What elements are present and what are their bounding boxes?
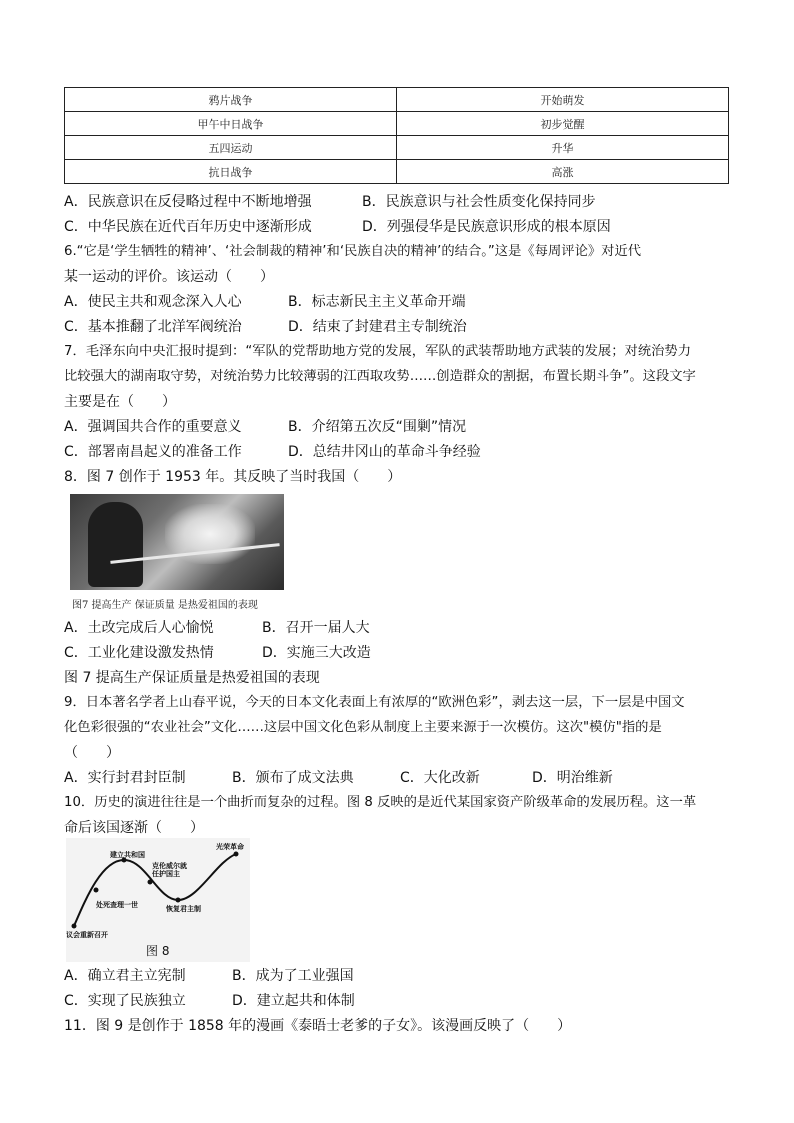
q11-stem: 11．图 9 是创作于 1858 年的漫画《泰晤士老爹的子女》。该漫画反映了（ ） — [64, 1018, 572, 1034]
q10-option-c: C．实现了民族独立 — [64, 993, 186, 1009]
figure-7-photo — [70, 494, 284, 590]
table-cell-status: 高涨 — [397, 160, 729, 184]
q10-stem-line2: 命后该国逐渐（ ） — [64, 820, 204, 836]
q9-option-c: C．大化改新 — [400, 770, 480, 786]
table-row — [65, 136, 729, 160]
q6-stem-line2: 某一运动的评价。该运动（ ） — [64, 269, 274, 285]
fig8-label-restoration: 恢复君主制 — [166, 905, 201, 913]
fig8-label-glorious: 光荣革命 — [216, 843, 244, 851]
q10-option-d: D．建立起共和体制 — [232, 993, 355, 1009]
q5-option-c: C．中华民族在近代百年历史中逐渐形成 — [64, 219, 312, 235]
q9-option-d: D．明治维新 — [532, 770, 613, 786]
q9-stem-line2: 化色彩很强的“农业社会”文化……这层中国文化色彩从制度上主要来源于一次模仿。这次"模仿"指的是 — [64, 720, 662, 735]
table-cell-event: 鸦片战争 — [65, 88, 397, 112]
q7-stem-line1: 7．毛泽东向中央汇报时提到：“军队的党帮助地方党的发展，军队的武装帮助地方武装的发展；对统治势力 — [64, 344, 692, 359]
q7-option-c: C．部署南昌起义的准备工作 — [64, 444, 242, 460]
figure-7-caption: 图7 提高生产 保证质量 是热爱祖国的表现 — [72, 600, 258, 611]
q6-option-c: C．基本推翻了北洋军阀统治 — [64, 319, 242, 335]
q7-option-a: A．强调国共合作的重要意义 — [64, 419, 242, 435]
q7-option-d: D．总结井冈山的革命斗争经验 — [288, 444, 481, 460]
figure-8-diagram — [66, 838, 250, 962]
q9-option-a: A．实行封君封臣制 — [64, 770, 186, 786]
q10-option-a: A．确立君主立宪制 — [64, 968, 186, 984]
q10-stem-line1: 10．历史的演进往往是一个曲折而复杂的过程。图 8 反映的是近代某国家资产阶级革命的发展历程。这一革 — [64, 795, 697, 810]
q8-figure-note: 图 7 提高生产保证质量是热爱祖国的表现 — [64, 670, 320, 686]
q5-option-d: D．列强侵华是民族意识形成的根本原因 — [362, 219, 611, 235]
worker-silhouette — [88, 502, 143, 587]
q6-option-b: B．标志新民主主义革命开端 — [288, 294, 466, 310]
table-cell-event: 甲午中日战争 — [65, 112, 397, 136]
q9-stem-line3: （ ） — [64, 745, 120, 761]
history-table — [64, 87, 729, 184]
table-cell-status: 开始萌发 — [397, 88, 729, 112]
q8-option-d: D．实施三大改造 — [262, 645, 371, 661]
q8-option-c: C．工业化建设激发热情 — [64, 645, 214, 661]
table-row — [65, 112, 729, 136]
figure-8-caption: 图 8 — [146, 944, 170, 958]
table-row — [65, 160, 729, 184]
table-row — [65, 88, 729, 112]
fig8-label-execution: 处死查理一世 — [96, 901, 138, 909]
table-cell-event: 抗日战争 — [65, 160, 397, 184]
q6-option-d: D．结束了封建君主专制统治 — [288, 319, 467, 335]
q6-option-a: A．使民主共和观念深入人心 — [64, 294, 242, 310]
q5-option-a: A．民族意识在反侵略过程中不断地增强 — [64, 194, 312, 210]
q8-option-a: A．土改完成后人心愉悦 — [64, 620, 214, 636]
table-cell-event: 五四运动 — [65, 136, 397, 160]
q9-option-b: B．颁布了成文法典 — [232, 770, 354, 786]
q10-option-b: B．成为了工业强国 — [232, 968, 354, 984]
q7-option-b: B．介绍第五次反“围剿”情况 — [288, 419, 467, 435]
table-cell-status: 初步觉醒 — [397, 112, 729, 136]
fig8-label-cromwell: 克伦威尔就任护国主 — [152, 862, 187, 878]
q8-stem: 8．图 7 创作于 1953 年。其反映了当时我国（ ） — [64, 469, 402, 485]
q8-option-b: B．召开一届人大 — [262, 620, 370, 636]
q6-stem-line1: 6.“它是‘学生牺牲的精神’、‘社会制裁的精神’和‘民族自决的精神’的结合。”这是《每周评论》对近代 — [64, 244, 642, 259]
fig8-label-parliament: 议会重新召开 — [66, 931, 108, 939]
q9-stem-line1: 9．日本著名学者上山春平说，今天的日本文化表面上有浓厚的“欧洲色彩”，剥去这一层，下一层是中国文 — [64, 695, 685, 710]
fig8-label-republic: 建立共和国 — [110, 851, 145, 859]
q7-stem-line3: 主要是在（ ） — [64, 394, 176, 410]
q7-stem-line2: 比较强大的湖南取守势，对统治势力比较薄弱的江西取攻势……创造群众的割据，布置长期斗争”。这段文字 — [64, 369, 696, 384]
q5-option-b: B．民族意识与社会性质变化保持同步 — [362, 194, 596, 210]
table-cell-status: 升华 — [397, 136, 729, 160]
